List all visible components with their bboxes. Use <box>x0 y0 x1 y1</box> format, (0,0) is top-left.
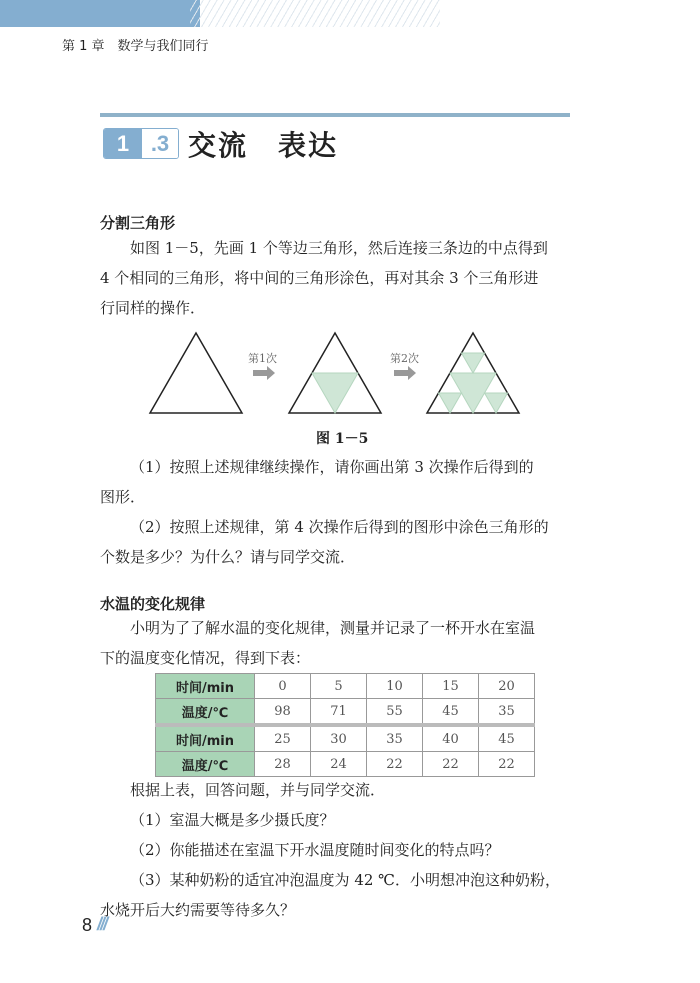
shaded-triangle <box>312 373 358 413</box>
paragraph-line: 4 个相同的三角形，将中间的三角形涂色，再对其余 3 个三角形进 <box>100 269 539 287</box>
chapter-header: 第 1 章 数学与我们同行 <box>62 39 209 54</box>
section-badge <box>103 128 179 159</box>
shaded-triangle <box>485 393 508 413</box>
section-title: 交流 表达 <box>188 129 339 162</box>
question-line: （2）你能描述在室温下开水温度随时间变化的特点吗？ <box>130 841 500 859</box>
question-line: （1）按照上述规律继续操作，请你画出第 3 次操作后得到的 <box>130 458 534 476</box>
shaded-triangle <box>439 393 462 413</box>
question-line: （3）某种奶粉的适宜冲泡温度为 42 ℃．小明想冲泡这种奶粉， <box>130 871 560 889</box>
table-row: 时间/min 25 30 35 40 45 <box>156 725 535 752</box>
paragraph-line: 小明为了了解水温的变化规律，测量并记录了一杯开水在室温 <box>130 619 536 637</box>
question-line: 水烧开后大约需要等待多久？ <box>100 901 296 919</box>
table-row: 时间/min 0 5 10 15 20 <box>156 674 535 699</box>
arrow-icon <box>253 366 275 380</box>
figure-1-5 <box>140 330 540 420</box>
header-stripes <box>190 0 440 27</box>
step1-label: 第1次 <box>248 352 277 365</box>
question-line: 个数是多少？为什么？请与同学交流． <box>100 548 356 566</box>
paragraph-line: 下的温度变化情况，得到下表： <box>100 649 311 667</box>
paragraph-line: 如图 1－5，先画 1 个等边三角形，然后连接三条边的中点得到 <box>130 239 548 257</box>
shaded-triangle <box>462 353 485 373</box>
heading-divide-triangle: 分割三角形 <box>100 214 176 232</box>
section-rule <box>100 113 570 117</box>
badge-major: 1 <box>104 129 142 158</box>
paragraph-line: 根据上表，回答问题，并与同学交流． <box>130 781 386 799</box>
page-number-decoration: /// <box>97 914 107 934</box>
heading-water-temp: 水温的变化规律 <box>100 595 206 613</box>
header-band <box>0 0 200 27</box>
figure-caption: 图 1－5 <box>316 431 369 447</box>
page-number: 8 <box>82 915 93 935</box>
temperature-table <box>155 673 535 777</box>
question-line: （1）室温大概是多少摄氏度？ <box>130 811 335 829</box>
table-row: 温度/℃ 98 71 55 45 35 <box>156 699 535 726</box>
question-line: （2）按照上述规律，第 4 次操作后得到的图形中涂色三角形的 <box>130 518 549 536</box>
question-line: 图形． <box>100 488 146 506</box>
table-row: 温度/℃ 28 24 22 22 22 <box>156 752 535 777</box>
paragraph-line: 行同样的操作． <box>100 299 206 317</box>
badge-minor: .3 <box>142 129 178 158</box>
triangle-original <box>150 333 242 413</box>
arrow-icon <box>394 366 416 380</box>
step2-label: 第2次 <box>390 352 419 365</box>
